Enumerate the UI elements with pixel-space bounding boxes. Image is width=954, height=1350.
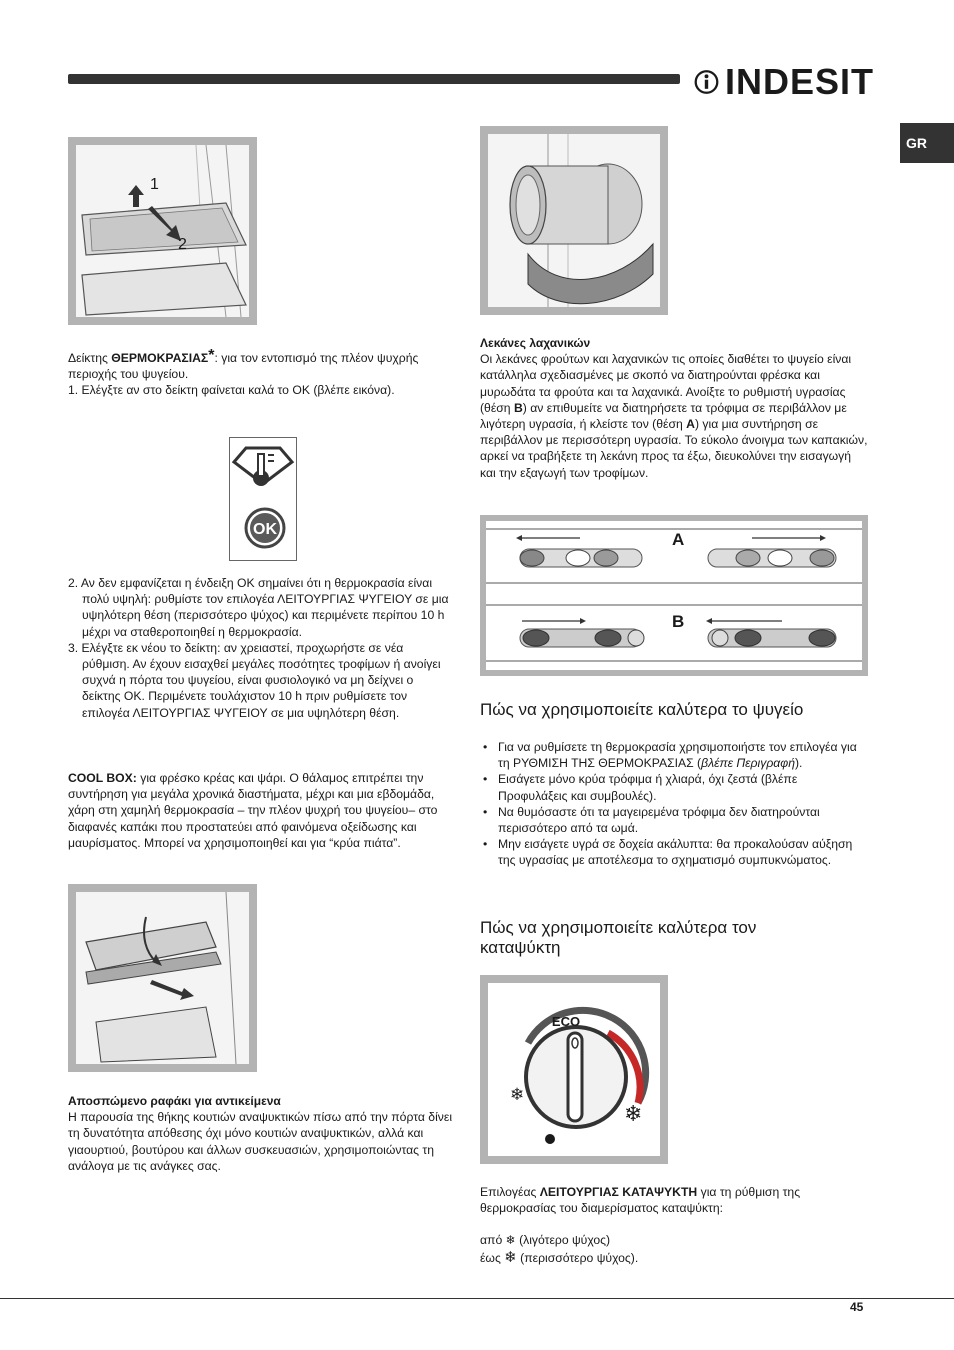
header-bar <box>68 74 680 84</box>
freezer-from: από ❄ (λιγότερο ψύχος) <box>480 1233 611 1248</box>
list-item: • Εισάγετε μόνο κρύα τρόφιμα ή χλιαρά, όχι ζεστά (βλέπε Προφυλάξεις και συμβουλές). <box>480 771 868 803</box>
thermo-section <box>68 348 453 399</box>
fridge-usage-list <box>480 739 868 869</box>
snowflake-large-icon: ❄ <box>624 1102 643 1127</box>
snowflake-small-icon: ❄ <box>510 1085 525 1105</box>
language-tab: GR <box>900 123 954 163</box>
coolbox-section <box>68 770 453 851</box>
shelf-figure <box>68 137 257 325</box>
ok-label: OK <box>253 521 277 538</box>
coolbox-label: COOL BOX: <box>68 771 137 785</box>
removable-shelf-section <box>68 1093 460 1174</box>
slider-label-a: A <box>672 530 685 549</box>
crisper-title: Λεκάνες λαχανικών <box>480 336 591 350</box>
brand-name: INDESIT <box>724 61 874 102</box>
crisper-section <box>480 335 868 481</box>
coolbox-text: για φρέσκο κρέας και ψάρι. Ο θάλαμος επιτρέπει την συντήρηση για μεγάλα χρονικά διαστήματα, μέχρι και μια εβδομάδα, χάρη στη χαμηλή θερμοκρασία – την πλέον ψυχρή του ψυγείου– στο διαφανές καπάκι που προστατεύει από φαινόμενα οξείδωσης και μαυρίσματος. Μπορεί να χρησιμοποιηθεί και για “κρύα πιάτα”. <box>68 771 438 850</box>
footer-rule <box>0 1298 954 1299</box>
ok-indicator-figure <box>229 437 297 561</box>
freezer-section <box>480 1184 868 1266</box>
thermo-step-1: 1. Ελέγξτε αν στο δείκτη φαίνεται καλά το ΟΚ (βλέπε εικόνα). <box>68 383 395 398</box>
removable-shelf-text: Η παρουσία της θήκης κουτιών αναψυκτικών πίσω από την πόρτα δίνει τη δυνατότητα απόθεσης όχι μόνο κουτιών αναψυκτικών, αλλά και γιαουρτιού, βουτύρου και άλλων συσκευασιών, χρησιμοποιώντας τη ανάλογα με τις ανάγκες σας. <box>68 1110 453 1173</box>
thermo-steps <box>68 575 453 721</box>
door-shelf-figure <box>68 884 257 1072</box>
fridge-usage-heading: Πώς να χρησιμοποιείτε καλύτερα το ψυγείο <box>480 700 804 719</box>
removable-shelf-title: Αποσπώμενο ραφάκι για αντικείμενα <box>68 1094 281 1108</box>
thermo-title: ΘΕΡΜΟΚΡΑΣΙΑΣ <box>111 351 209 365</box>
crisper-text: Οι λεκάνες φρούτων και λαχανικών τις οποίες διαθέτει το ψυγείο είναι κατάλληλα σχεδιασμένες με σκοπό να διατηρούνται φρέσκα και μυρωδάτα τα φρούτα και τα λαχανικά. Ανοίξτε το ρυθμιστή υγρασίας (θέση B) αν επιθυμείτε να διατηρήσετε τα τρόφιμα σε περιβάλλον με λιγότερη υγρασία, ή κλείστε τον (θέση A) για μια συντήρηση σε περιβάλλον με περισσότερη υγρασία. Το εύκολο άνοιγμα των καπακιών, αρκεί να τραβήξετε τη λεκάνη προς τα έξω, διευκολύνει την εισαγωγή και την εξαγωγή των τροφίμων. <box>480 352 868 480</box>
fig1-label-2: 2 <box>178 236 187 253</box>
freezer-to: έως ❄ (περισσότερο ψύχος). <box>480 1247 639 1266</box>
thermo-step-2: 2. Αν δεν εμφανίζεται η ένδειξη ΟΚ σημαίνει ότι η θερμοκρασία είναι πολύ υψηλή: ρυθμίστε τον επιλογέα ΛΕΙΤΟΥΡΓΙΑΣ ΨΥΓΕΙΟΥ σε μια υψηλότερη θέση (περισσότερο ψύχος) και περιμένετε περίπου 10 h μέχρι να σταθεροποιηθεί η θερμοκρασία. <box>68 576 449 639</box>
freezer-usage-heading: Πώς να χρησιμοποιείτε καλύτερα τον καταψύκτη <box>480 918 757 957</box>
fig1-label-1: 1 <box>150 176 159 193</box>
slider-label-b: B <box>672 612 685 631</box>
thermo-intro: Δείκτης ΘΕΡΜΟΚΡΑΣΙΑΣ*: για τον εντοπισμό της πλέον ψυχρής περιοχής του ψυγείου. <box>68 347 419 382</box>
brand-logo <box>694 58 874 106</box>
snowflake-small-icon: ❄ <box>505 1233 516 1248</box>
list-item: • Να θυμόσαστε ότι τα μαγειρεμένα τρόφιμα δεν διατηρούνται περισσότερο από τα ωμά. <box>480 804 868 836</box>
humidity-slider-figure <box>480 515 868 676</box>
page-number: 45 <box>850 1300 864 1314</box>
freezer-text: Επιλογέας ΛΕΙΤΟΥΡΓΙΑΣ ΚΑΤΑΨΥΚΤΗ για τη ρύθμιση της θερμοκρασίας του διαμερίσματος καταψύκτη: <box>480 1185 801 1216</box>
can-holder-figure <box>480 126 668 315</box>
dial-eco-label: ECO <box>551 1014 581 1029</box>
thermo-step-3: 3. Ελέγξτε εκ νέου το δείκτη: αν χρειαστεί, προχωρήστε σε νέα ρύθμιση. Αν έχουν εισαχθεί μεγάλες ποσότητες τροφίμων ή ανοίγει συχνά η πόρτα του ψυγείου, είναι φυσιολογικό να μη δείχνει ο δείκτης ΟΚ. Περιμένετε τουλάχιστον 10 h πριν ρυθμίσετε τον επιλογέα ΛΕΙΤΟΥΡΓΙΑΣ ΨΥΓΕΙΟΥ σε μια υψηλότερη θέση. <box>68 640 441 720</box>
snowflake-large-icon: ❄ <box>504 1247 517 1266</box>
brand-i-icon <box>694 60 719 104</box>
list-item: • Για να ρυθμίσετε τη θερμοκρασία χρησιμοποιήστε τον επιλογέα για τη ΡΥΘΜΙΣΗ ΤΗΣ ΘΕΡΜΟΚΡΑΣΙΑΣ (βλέπε Περιγραφή). <box>480 739 868 771</box>
list-item: • Μην εισάγετε υγρά σε δοχεία ακάλυπτα: θα προκαλούσαν αύξηση της υγρασίας με αποτέλεσμα το σχηματισμό συμπυκνώματος. <box>480 836 868 868</box>
freezer-dial-figure <box>480 975 668 1164</box>
